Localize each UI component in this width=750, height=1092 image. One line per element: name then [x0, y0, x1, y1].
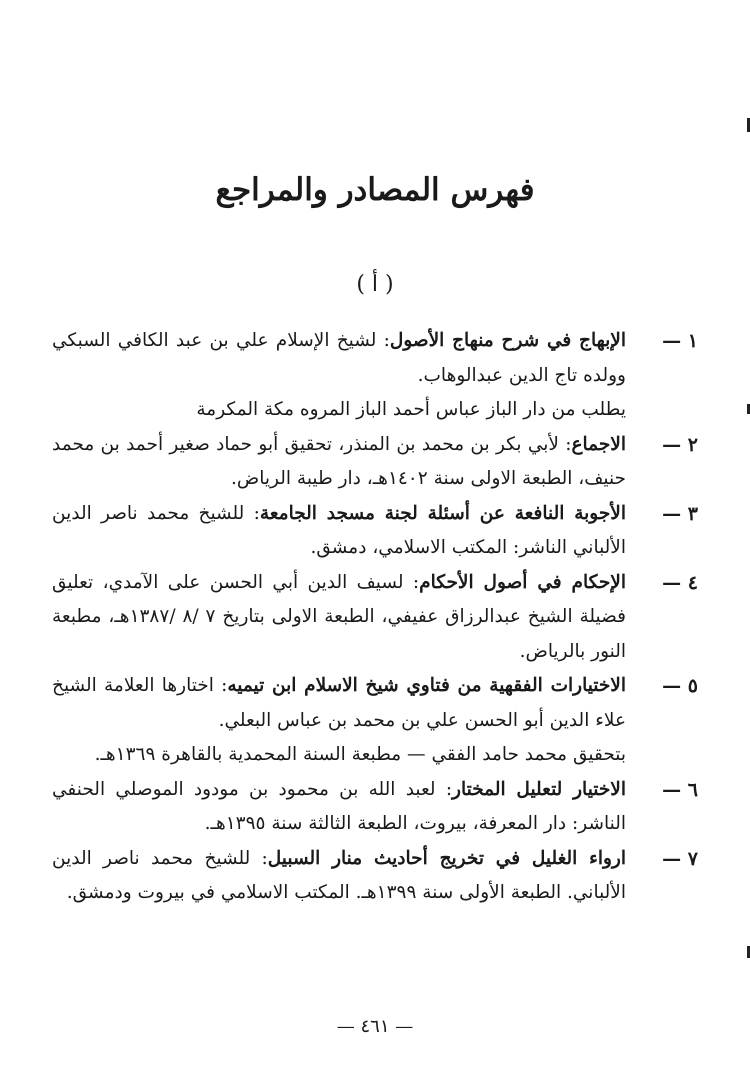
reference-entry [52, 773, 698, 842]
section-letter-heading: ( أ ) [356, 272, 394, 297]
entry-description: : لشيخ الإسلام علي بن عبد الكافي السبكي وولده تاج الدين عبدالوهاب. [52, 330, 626, 386]
entry-paragraph [52, 842, 626, 911]
entry-number: ١ — [662, 330, 698, 352]
reference-entry [52, 669, 698, 773]
entry-number: ٥ — [662, 675, 698, 697]
entry-paragraph [52, 773, 626, 842]
entry-number: ٣ — [662, 502, 698, 525]
reference-entry [52, 428, 698, 497]
reference-entry [52, 324, 698, 428]
page-number: — ٤٦١ — [336, 1016, 414, 1037]
entry-number: ٧ — [662, 847, 698, 870]
entry-description: بتحقيق محمد حامد الفقي — مطبعة السنة المحمدية بالقاهرة ١٣٦٩هـ. [94, 744, 626, 765]
entry-book-title: الاجماع [571, 433, 626, 455]
entry-book-title: الاختيار لتعليل المختار [452, 778, 626, 800]
entry-book-title: الإحكام في أصول الأحكام [419, 571, 626, 593]
references-list [52, 324, 698, 911]
entry-description: : لأبي بكر بن محمد بن المنذر، تحقيق أبو حماد صغير أحمد بن محمد حنيف، الطبعة الاولى سنة ١٤٠٢هـ، دار طيبة الرياض. [52, 433, 626, 489]
entry-number: ٦ — [662, 778, 698, 801]
entry-description: : للشيخ محمد ناصر الدين الألباني الناشر: المكتب الاسلامي، دمشق. [52, 502, 626, 558]
entry-book-title: ارواء الغليل في تخريج أحاديث منار السبيل [267, 847, 626, 869]
reference-entry [52, 497, 698, 566]
entry-paragraph [52, 428, 626, 497]
reference-entry [52, 842, 698, 911]
entry-paragraph [52, 393, 626, 428]
entry-book-title: الاختيارات الفقهية من فتاوي شيخ الاسلام ابن تيميه [227, 675, 626, 696]
entry-description: : اختارها العلامة الشيخ علاء الدين أبو الحسن علي بن محمد بن عباس البعلي. [52, 675, 626, 731]
entry-number: ٤ — [662, 571, 698, 594]
page-title: فهرس المصادر والمراجع [215, 172, 535, 208]
entry-paragraph [52, 566, 626, 670]
entry-number: ٢ — [662, 433, 698, 456]
entry-book-title: الإبهاج في شرح منهاج الأصول [389, 330, 626, 351]
entry-book-title: الأجوبة النافعة عن أسئلة لجنة مسجد الجامعة [259, 502, 626, 524]
entry-paragraph [52, 669, 626, 738]
entry-description: : للشيخ محمد ناصر الدين الألباني. الطبعة الأولى سنة ١٣٩٩هـ. المكتب الاسلامي في بيروت ودمشق. [52, 847, 626, 903]
entry-description: : لعبد الله بن محمود بن مودود الموصلي الحنفي الناشر: دار المعرفة، بيروت، الطبعة الثالثة سنة ١٣٩٥هـ. [52, 778, 626, 834]
entry-paragraph [52, 497, 626, 566]
entry-paragraph [52, 324, 626, 393]
entry-description: يطلب من دار الباز عباس أحمد الباز المروه مكة المكرمة [196, 399, 626, 420]
entry-paragraph [52, 738, 626, 773]
reference-entry [52, 566, 698, 670]
entry-description: : لسيف الدين أبي الحسن على الآمدي، تعليق فضيلة الشيخ عبدالرزاق عفيفي، الطبعة الاولى بتاريخ ٧ /٨ /١٣٨٧هـ، مطبعة النور بالرياض. [52, 571, 626, 662]
